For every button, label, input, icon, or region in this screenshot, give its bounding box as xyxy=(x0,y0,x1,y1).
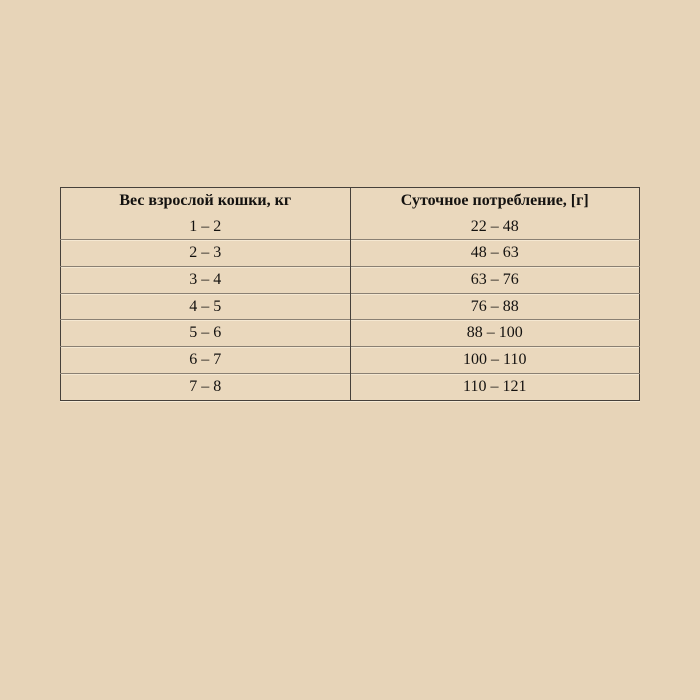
consumption-cell: 48 – 63 xyxy=(350,240,640,267)
weight-cell: 5 – 6 xyxy=(61,320,351,347)
header-row xyxy=(61,188,640,214)
consumption-cell: 76 – 88 xyxy=(350,293,640,320)
weight-cell: 2 – 3 xyxy=(61,240,351,267)
column-header-consumption: Суточное потребление, [г] xyxy=(400,191,589,209)
feeding-table-container xyxy=(60,187,640,401)
table-row xyxy=(61,267,640,294)
feeding-table xyxy=(60,187,640,401)
weight-cell: 1 – 2 xyxy=(61,214,351,240)
table-row xyxy=(61,214,640,240)
table-row xyxy=(61,373,640,400)
consumption-cell: 110 – 121 xyxy=(350,373,640,400)
table-row xyxy=(61,320,640,347)
weight-cell: 4 – 5 xyxy=(61,293,351,320)
weight-cell: 3 – 4 xyxy=(61,267,351,294)
consumption-cell: 100 – 110 xyxy=(350,347,640,374)
weight-cell: 6 – 7 xyxy=(61,347,351,374)
consumption-cell: 22 – 48 xyxy=(470,217,519,235)
column-header-weight: Вес взрослой кошки, кг xyxy=(61,188,351,214)
consumption-cell: 88 – 100 xyxy=(350,320,640,347)
table-row xyxy=(61,240,640,267)
consumption-cell: 63 – 76 xyxy=(350,267,640,294)
table-row xyxy=(61,347,640,374)
table-row xyxy=(61,293,640,320)
weight-cell: 7 – 8 xyxy=(61,373,351,400)
